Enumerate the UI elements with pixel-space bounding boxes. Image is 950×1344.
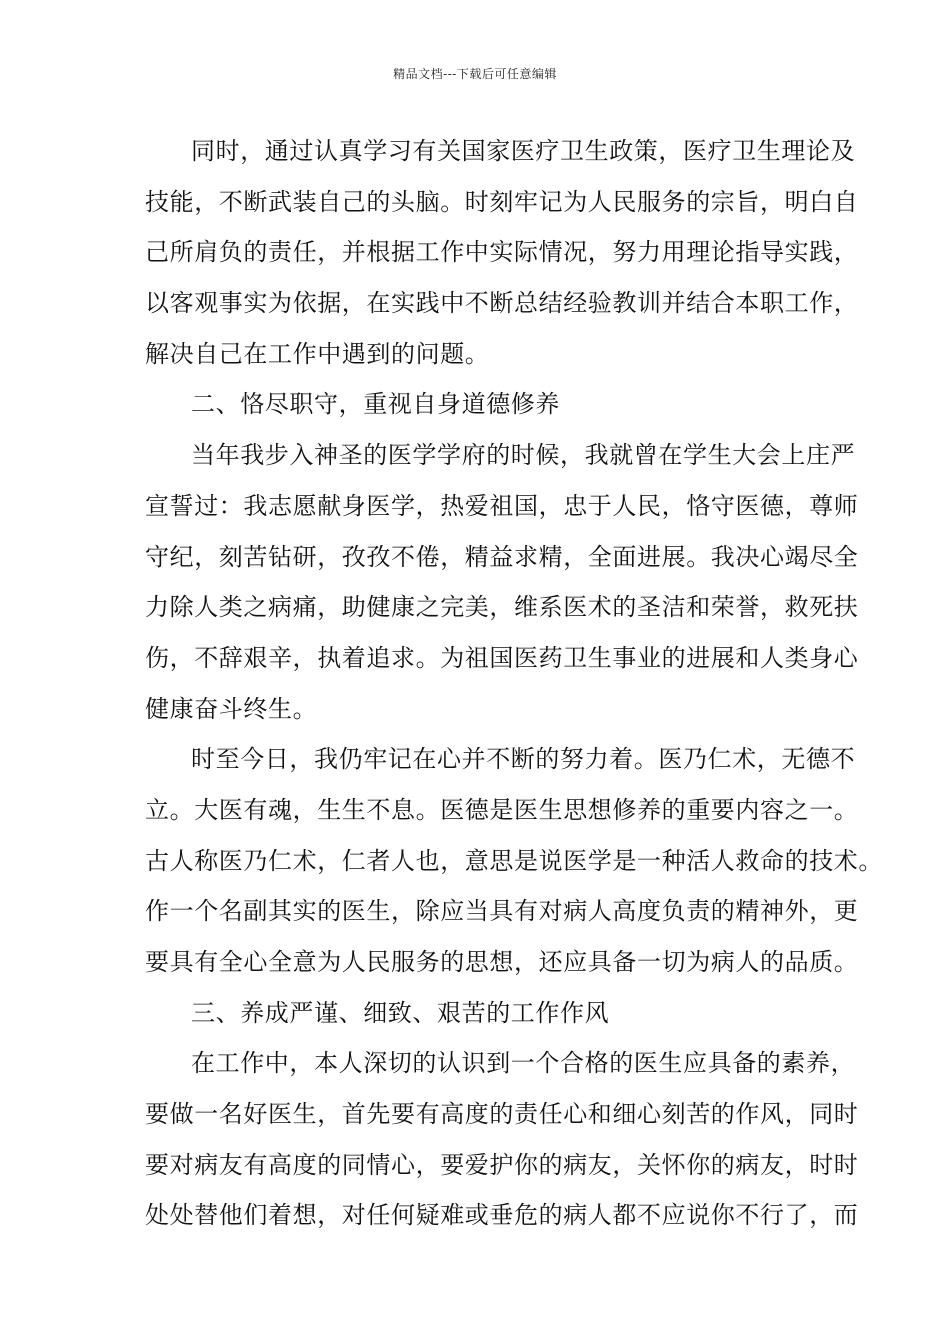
text-line: 伤，不辞艰辛，执着追求。为祖国医药卫生事业的进展和人类身心 <box>145 643 859 672</box>
text-line: 时至今日，我仍牢记在心并不断的努力着。医乃仁术，无德不 <box>191 745 856 774</box>
text-line: 宣誓过：我志愿献身医学，热爱祖国，忠于人民，恪守医德，尊师 <box>145 491 859 520</box>
text-line: 要具有全心全意为人民服务的思想，还应具备一切为病人的品质。 <box>145 948 859 976</box>
text-line: 古人称医乃仁术，仁者人也，意思是说医学是一种活人救命的技术。 <box>145 846 883 875</box>
text-line: 力除人类之病痛，助健康之完美，维系医术的圣洁和荣誉，救死扶 <box>145 593 859 622</box>
text-line: 处处替他们着想，对任何疑难或垂危的病人都不应说你不行了，而 <box>145 1201 859 1230</box>
text-line: 技能，不断武装自己的头脑。时刻牢记为人民服务的宗旨，明白自 <box>145 187 859 216</box>
text-line: 要对病友有高度的同情心，要爱护你的病友，关怀你的病友，时时 <box>145 1150 859 1179</box>
text-line: 以客观事实为依据，在实践中不断总结经验教训并结合本职工作， <box>145 289 859 318</box>
document-body <box>145 126 883 1241</box>
page-header: 精品文档---下载后可任意编辑 <box>393 67 557 81</box>
text-line: 在工作中，本人深切的认识到一个合格的医生应具备的素养， <box>191 1049 856 1078</box>
text-line: 作一个名副其实的医生，除应当具有对病人高度负责的精神外，更 <box>145 897 859 926</box>
text-line: 解决自己在工作中遇到的问题。 <box>145 339 490 368</box>
text-line: 立。大医有魂，生生不息。医德是医生思想修养的重要内容之一。 <box>145 795 859 824</box>
text-line: 同时，通过认真学习有关国家医疗卫生政策，医疗卫生理论及 <box>191 137 856 165</box>
text-line: 己所肩负的责任，并根据工作中实际情况，努力用理论指导实践， <box>145 238 859 267</box>
section-heading: 三、养成严谨、细致、艰苦的工作作风 <box>191 998 610 1027</box>
text-line: 健康奋斗终生。 <box>145 694 318 723</box>
text-line: 守纪，刻苦钻研，孜孜不倦，精益求精，全面进展。我决心竭尽全 <box>145 542 859 571</box>
text-line: 要做一名好医生，首先要有高度的责任心和细心刻苦的作风，同时 <box>145 1100 859 1129</box>
section-heading: 二、恪尽职守，重视自身道德修养 <box>191 390 560 419</box>
text-line: 当年我步入神圣的医学学府的时候，我就曾在学生大会上庄严 <box>191 441 856 470</box>
